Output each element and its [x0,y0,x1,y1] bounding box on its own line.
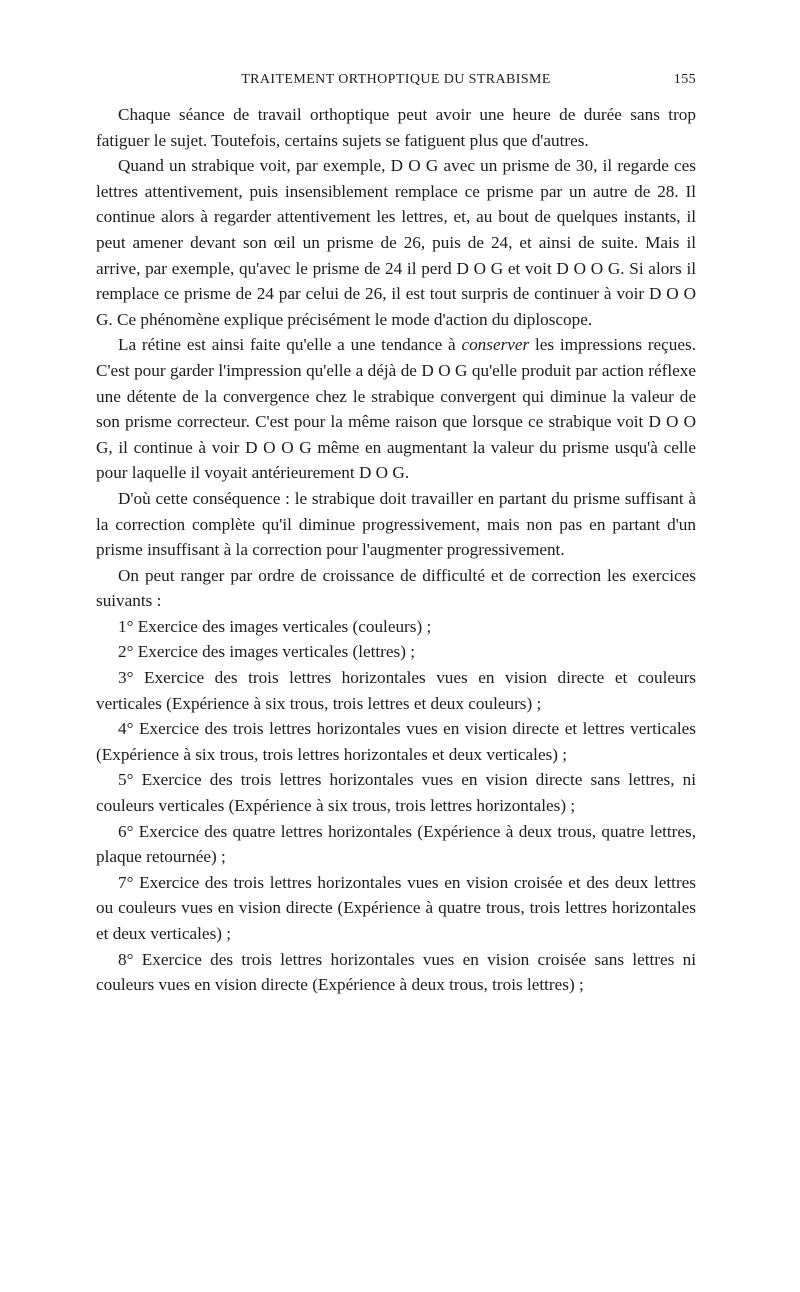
emphasis-conserver: conserver [461,335,530,355]
paragraph-consequence: D'où cette conséquence : le strabique doit travailler en partant du prisme suffisant à la correction complète qu'il diminue progressivement, mais non pas en partant d'un prisme insuffisant à la correction pour l'augmenter progressivement. [96,488,696,560]
page-number: 155 [673,72,696,87]
exercise-item: 2° Exercice des images verticales (lettres) ; [118,642,416,662]
paragraph-session-duration: Chaque séance de travail orthoptique peut avoir une heure de durée sans trop fatiguer le sujet. Toutefois, certains sujets se fatiguent plus que d'autres. [96,105,696,150]
paragraph-retina-text-after: les impressions reçues. C'est pour garder l'impression qu'elle a déjà de D O G qu'elle produit par action réflexe une détente de la convergence chez le strabique convergent qui diminue la valeur de son prisme correcteur. C'est pour la même raison que lorsque ce strabique voit D O O G, il continue à voir D O O G même en augmentant la valeur du prisme usqu'à celle pour laquelle il voyait antérieurement D O G. [96,335,696,483]
paragraph-retina-text-before: La rétine est ainsi faite qu'elle a une tendance à [118,335,462,355]
exercise-item: 5° Exercice des trois lettres horizontales vues en vision directe sans lettres, ni couleurs verticales (Expérience à six trous, trois lettres horizontales) ; [96,770,696,816]
exercise-item: 3° Exercice des trois lettres horizontales vues en vision directe et couleurs verticales (Expérience à six trous, trois lettres et deux couleurs) ; [96,668,696,713]
book-page [96,72,696,998]
exercise-item: 8° Exercice des trois lettres horizontales vues en vision croisée sans lettres ni couleurs vues en vision directe (Expérience à deux trous, trois lettres) ; [96,949,696,995]
paragraph-prism-example: Quand un strabique voit, par exemple, D O G avec un prisme de 30, il regarde ces lettres attentivement, puis insensiblement remplace ce prisme par un autre de 28. Il continue alors à regarder attentivement les lettres, et, au bout de quelques instants, il peut amener devant son œil un prisme de 26, puis de 24, et ainsi de suite. Mais il arrive, par exemple, qu'avec le prisme de 24 il perd D O G et voit D O O G. Si alors il remplace ce prisme de 24 par celui de 26, il est tout surpris de continuer à voir D O O G. Ce phénomène explique précisément le mode d'action du diploscope. [96,156,696,329]
exercise-item: 7° Exercice des trois lettres horizontales vues en vision croisée et des deux lettres ou couleurs vues en vision directe (Expérience à quatre trous, trois lettres horizontales et deux verticales) ; [96,872,696,943]
body-text [96,102,696,998]
paragraph-exercise-order: On peut ranger par ordre de croissance de difficulté et de correction les exercices suivants : [96,565,696,611]
exercise-item: 4° Exercice des trois lettres horizontales vues en vision directe et lettres verticales (Expérience à six trous, trois lettres horizontales et deux verticales) ; [96,719,696,764]
running-title: TRAITEMENT ORTHOPTIQUE DU STRABISME [241,72,551,87]
exercise-item: 6° Exercice des quatre lettres horizontales (Expérience à deux trous, quatre lettres, plaque retournée) ; [96,821,696,867]
paragraph-retina-tendency [96,332,696,486]
exercise-item: 1° Exercice des images verticales (couleurs) ; [118,616,432,636]
running-head [96,72,696,102]
